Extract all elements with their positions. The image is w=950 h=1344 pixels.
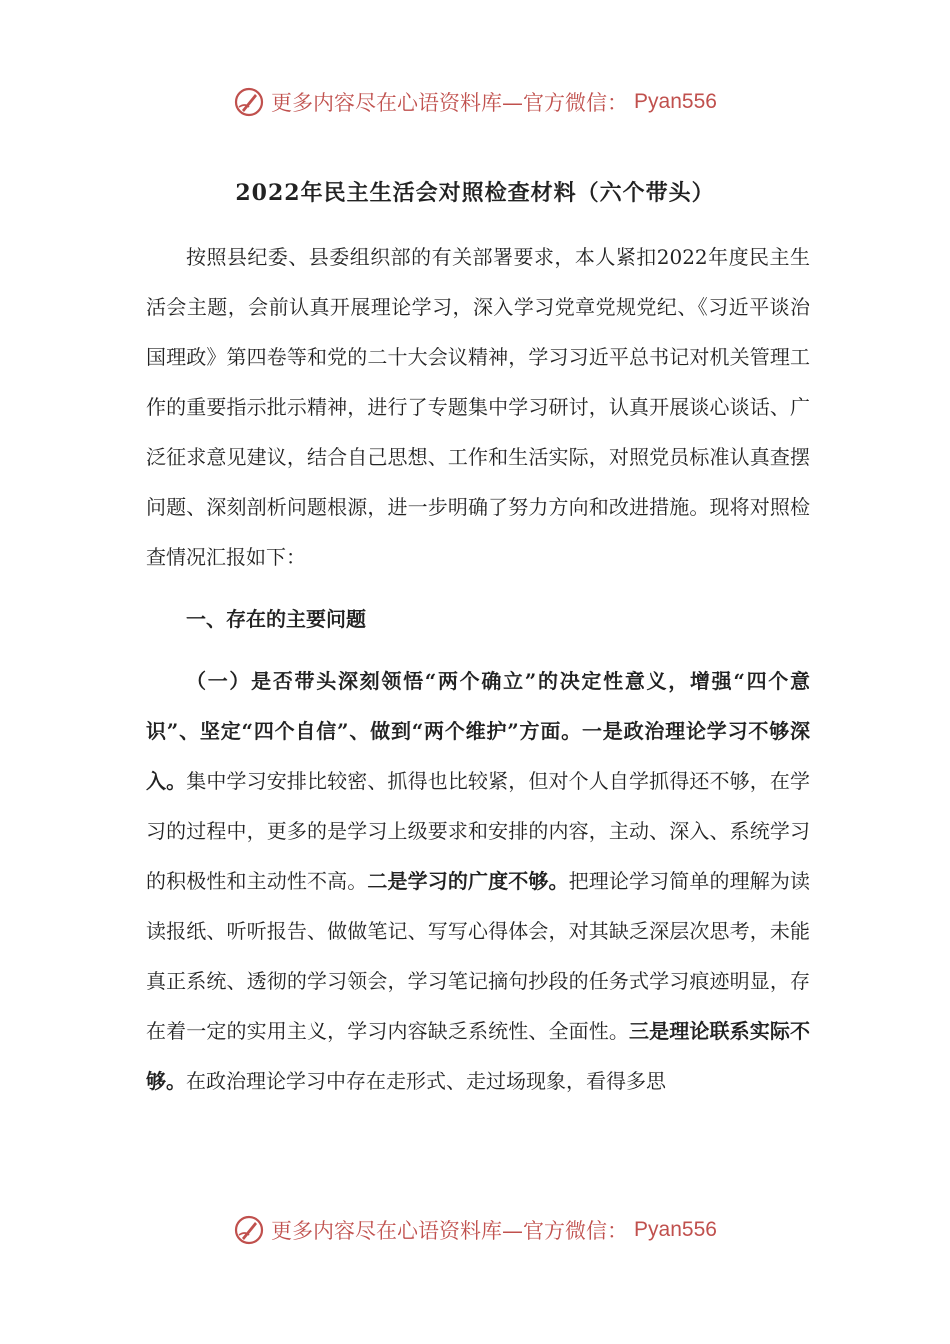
- subsection-paragraph: [146, 656, 810, 1106]
- section-heading: 一、存在的主要问题: [186, 607, 366, 631]
- subsection-heading: （一）是否带头深刻领悟“两个确立”的决定性意义，增强“四个意识”、坚定“四个自信”、做到“两个维护”方面。: [146, 669, 810, 743]
- quill-logo-icon: [233, 86, 265, 118]
- watermark-text: 更多内容尽在心语资料库—官方微信：: [271, 1219, 629, 1243]
- watermark-account: Pyan556: [634, 90, 717, 113]
- point1-lead: 一是政治理论学习不够深入。: [146, 719, 810, 793]
- quill-logo-icon: [233, 1214, 265, 1246]
- watermark-account: Pyan556: [634, 1218, 717, 1241]
- watermark-banner-top: [0, 82, 950, 122]
- document-body: [146, 232, 810, 1106]
- document-title: 2022年民主生活会对照检查材料（六个带头）: [235, 180, 715, 206]
- watermark-banner-bottom: [0, 1210, 950, 1250]
- watermark-text: 更多内容尽在心语资料库—官方微信：: [271, 91, 629, 115]
- point2-text: 把理论学习简单的理解为读读报纸、听听报告、做做笔记、写写心得体会，对其缺乏深层次思考，未能真正系统、透彻的学习领会，学习笔记摘句抄段的任务式学习痕迹明显，存在着一定的实用主义，学习内容缺乏系统性、全面性。: [146, 869, 810, 1043]
- point3-text: 在政治理论学习中存在走形式、走过场现象，看得多思: [186, 1069, 666, 1093]
- point2-lead: 二是学习的广度不够。: [367, 869, 569, 893]
- intro-paragraph: 按照县纪委、县委组织部的有关部署要求，本人紧扣2022年度民主生活会主题，会前认真开展理论学习，深入学习党章党规党纪、《习近平谈治国理政》第四卷等和党的二十大会议精神，学习习近平总书记对机关管理工作的重要指示批示精神，进行了专题集中学习研讨，认真开展谈心谈话、广泛征求意见建议，结合自己思想、工作和生活实际，对照党员标准认真查摆问题、深刻剖析问题根源，进一步明确了努力方向和改进措施。现将对照检查情况汇报如下：: [146, 245, 810, 569]
- point1-text: 集中学习安排比较密、抓得也比较紧，但对个人自学抓得还不够，在学习的过程中，更多的是学习上级要求和安排的内容，主动、深入、系统学习的积极性和主动性不高。: [146, 769, 810, 893]
- point3-lead: 三是理论联系实际不够。: [146, 1019, 810, 1093]
